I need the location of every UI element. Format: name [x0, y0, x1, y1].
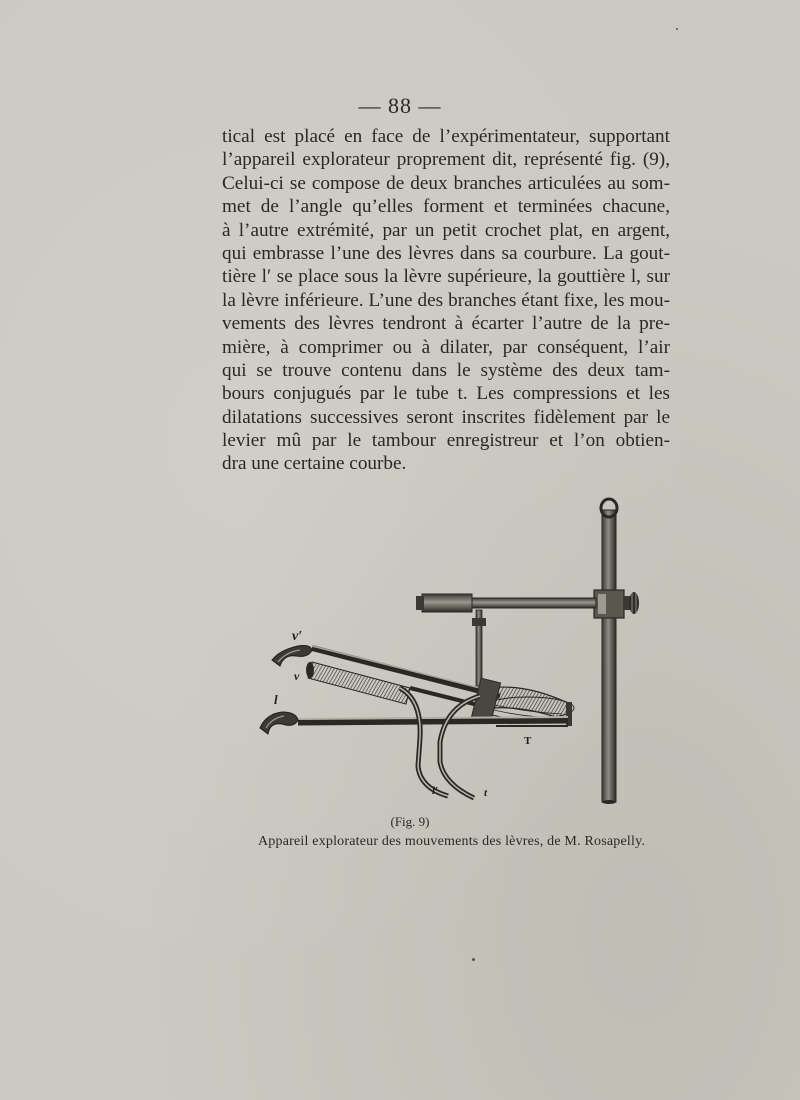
label-t: t — [484, 787, 488, 799]
label-l-prime: l′ — [432, 785, 439, 797]
text-line: levier mû par le tambour enregistreur et l’on obtien- — [222, 430, 670, 452]
text-line: dilatations successives seront inscrites fidèlement par le — [222, 406, 670, 428]
paper-speck — [676, 28, 678, 30]
paper-speck — [472, 958, 475, 961]
text-line: bours conjugués par le tube t. Les compressions et les — [222, 383, 670, 405]
vertical-rod — [601, 499, 617, 804]
figure-caption: Appareil explorateur des mouvements des lèvres, de M. Rosapelly. — [258, 834, 646, 849]
page-number: — 88 — — [358, 93, 442, 118]
text-line: qui embrasse l’une des lèvres dans sa courbure. La gout- — [222, 242, 670, 264]
label-T: T — [524, 735, 532, 747]
text-line: tière l′ se place sous la lèvre supérieure, la gouttière l, sur — [222, 266, 670, 288]
text-line: met de l’angle qu’elles forment et terminées chacune, — [222, 196, 670, 218]
text-line: Celui-ci se compose de deux branches articulées au som- — [222, 172, 670, 194]
text-line: dra une certaine courbe. — [222, 453, 407, 475]
label-v: v — [294, 669, 300, 683]
body-paragraph — [222, 125, 670, 476]
rod-clamp — [594, 590, 639, 618]
label-l: l — [274, 692, 278, 707]
figure-number: (Fig. 9) — [390, 814, 430, 829]
text-line: à l’autre extrémité, par un petit crochet plat, en argent, — [222, 219, 670, 241]
text-line: vements des lèvres tendront à écarter l’autre de la pre- — [222, 313, 670, 335]
text-line: l’appareil explorateur proprement dit, représenté fig. (9), — [222, 149, 670, 171]
apparatus-illustration — [250, 490, 670, 810]
horizontal-arm — [416, 594, 596, 612]
text-line: mière, à comprimer ou à dilater, par conséquent, l’air — [222, 336, 670, 358]
text-line: la lèvre inférieure. L’une des branches étant fixe, les mou- — [222, 289, 670, 311]
text-line: tical est placé en face de l’expérimentateur, supportant — [222, 126, 670, 147]
pivot-post — [472, 610, 486, 686]
text-line: qui se trouve contenu dans le système des deux tam- — [222, 359, 670, 381]
label-v-prime: v′ — [292, 629, 303, 644]
